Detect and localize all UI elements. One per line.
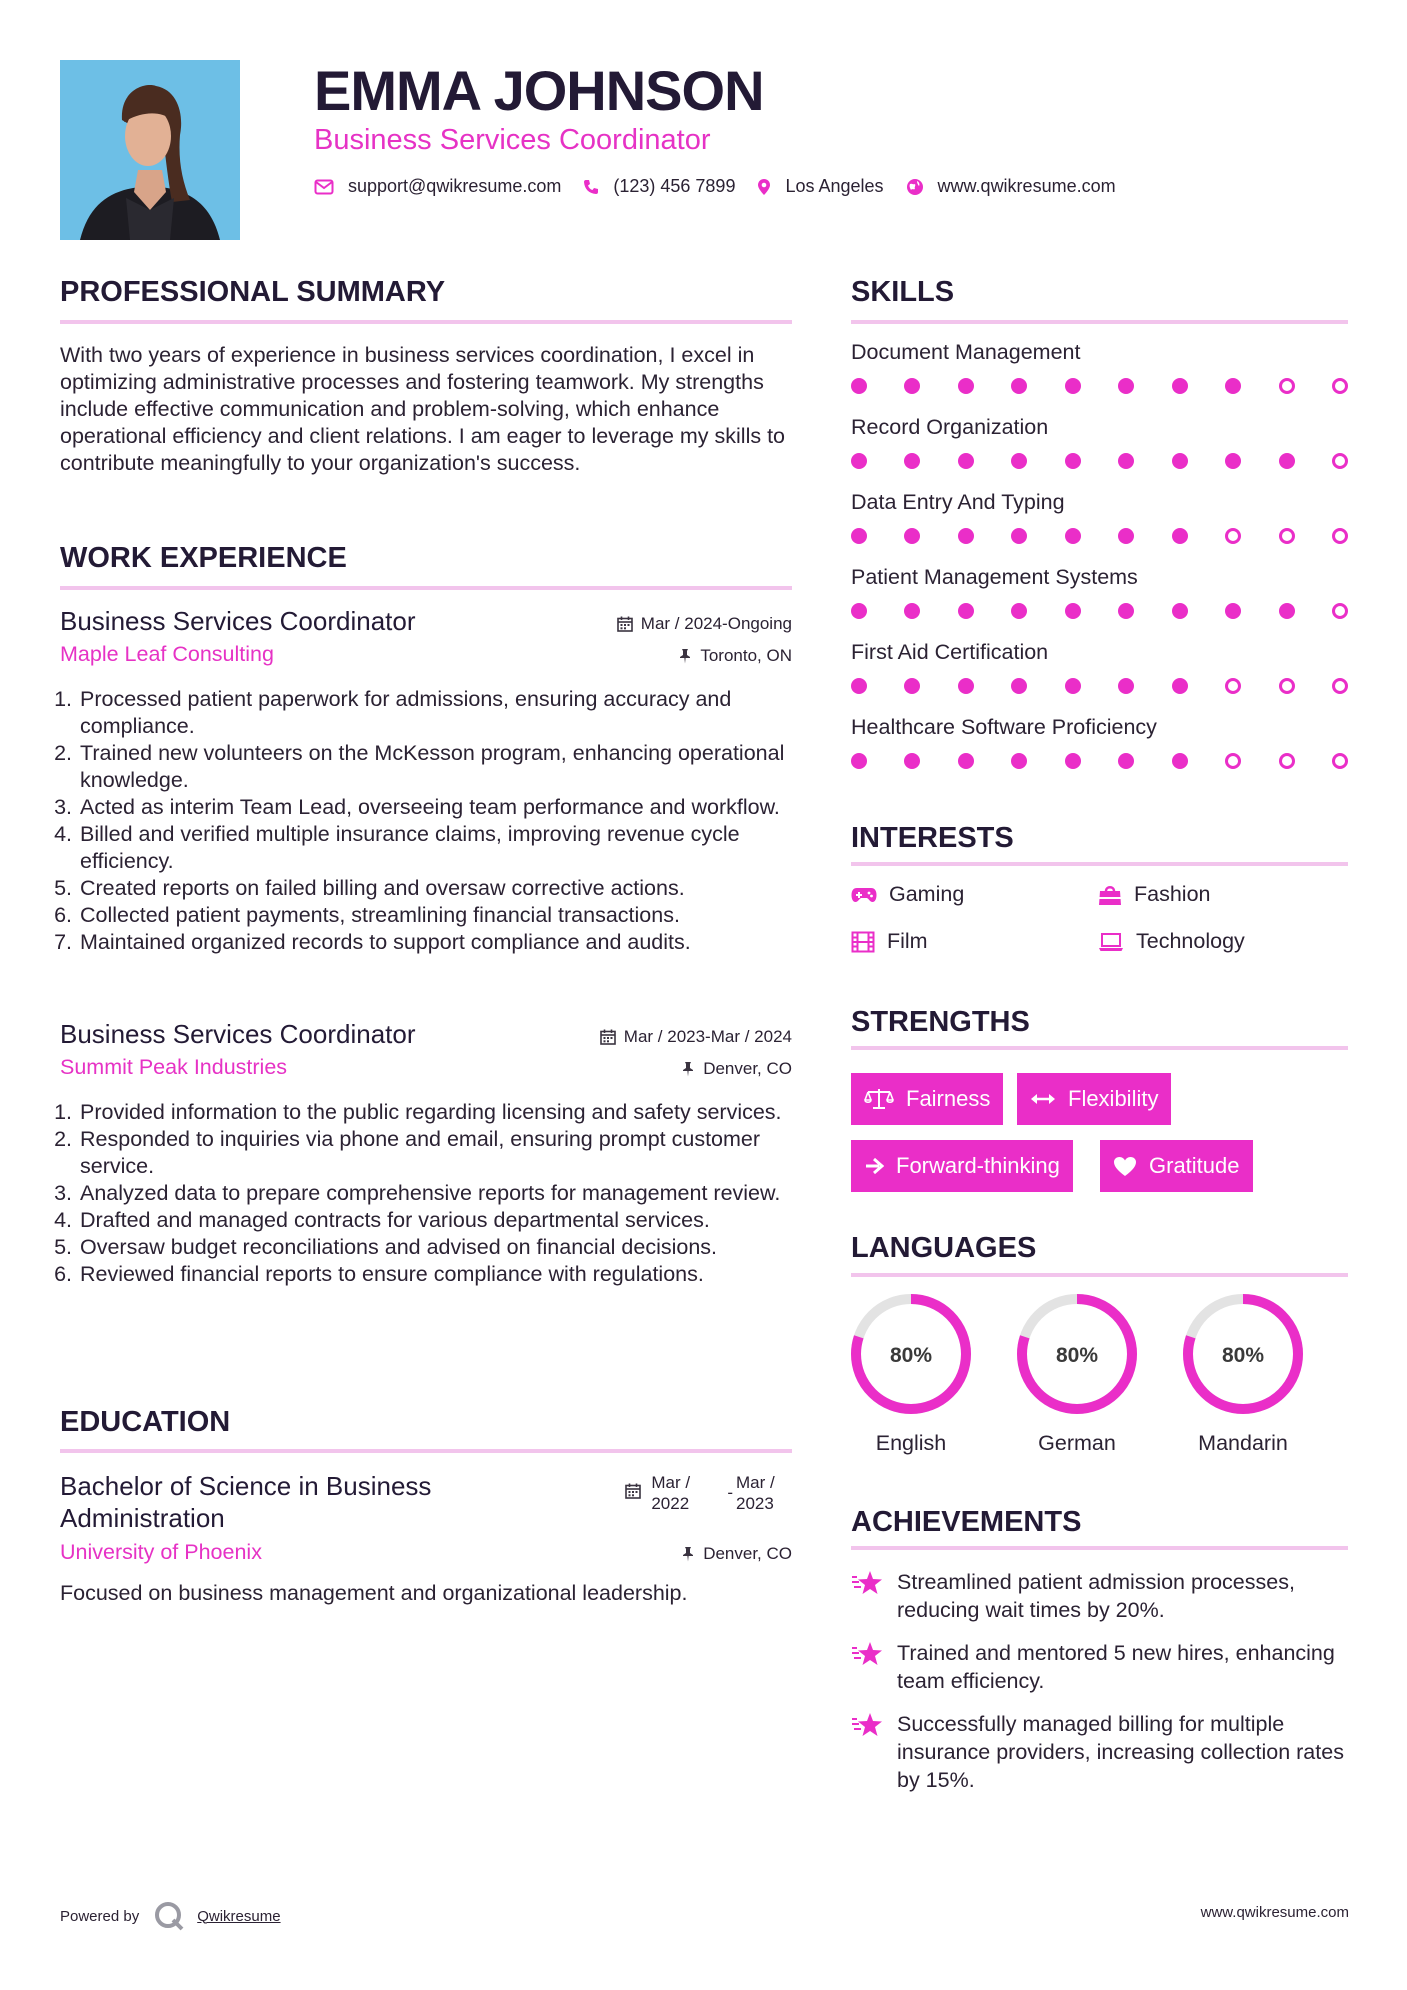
rating-dot-filled bbox=[1118, 678, 1134, 694]
rating-dot-filled bbox=[1225, 378, 1241, 394]
rating-dot-filled bbox=[958, 528, 974, 544]
education-divider bbox=[60, 1449, 792, 1453]
map-pin-icon bbox=[757, 178, 771, 196]
powered-by-text: Powered by bbox=[60, 1907, 140, 1925]
list-item: 1. Processed patient paperwork for admissions, ensuring accuracy and compliance. bbox=[78, 686, 792, 740]
list-item: 5. Created reports on failed billing and oversaw corrective actions. bbox=[78, 875, 792, 902]
job-entry-1 bbox=[60, 606, 792, 956]
skill-item bbox=[851, 640, 1348, 715]
skill-name: Healthcare Software Proficiency bbox=[851, 715, 1157, 739]
strength-label: Fairness bbox=[906, 1086, 991, 1111]
skill-rating bbox=[851, 603, 1348, 619]
contact-email[interactable] bbox=[314, 176, 561, 197]
skill-name: Patient Management Systems bbox=[851, 565, 1138, 589]
achievement-text: Successfully managed billing for multiple insurance providers, increasing collection rates by 15%. bbox=[897, 1712, 1344, 1792]
list-item: 3. Acted as interim Team Lead, overseeing team performance and workflow. bbox=[78, 794, 792, 821]
interest-film bbox=[851, 929, 928, 954]
calendar-icon bbox=[600, 1029, 616, 1045]
profile-photo bbox=[60, 60, 240, 240]
interest-label: Technology bbox=[1136, 929, 1245, 953]
rating-dot-empty bbox=[1225, 753, 1241, 769]
phone-icon bbox=[583, 179, 599, 195]
languages-heading: LANGUAGES bbox=[851, 1232, 1037, 1264]
interest-gaming bbox=[851, 882, 964, 907]
skill-item bbox=[851, 340, 1348, 415]
job-title: Business Services Coordinator bbox=[60, 1019, 416, 1049]
job-dates bbox=[617, 614, 792, 634]
list-item: 4. Billed and verified multiple insurance claims, improving revenue cycle efficiency. bbox=[78, 821, 792, 875]
interests-heading: INTERESTS bbox=[851, 822, 1014, 854]
education-location bbox=[681, 1544, 792, 1564]
education-date-separator: - bbox=[727, 1483, 733, 1502]
qwikresume-logo-icon bbox=[153, 1900, 185, 1932]
heart-icon bbox=[1113, 1156, 1137, 1177]
rating-dot-empty bbox=[1332, 453, 1348, 469]
rating-dot-filled bbox=[1118, 753, 1134, 769]
laptop-icon bbox=[1098, 932, 1124, 952]
pushpin-icon bbox=[681, 1546, 695, 1562]
skill-name: Data Entry And Typing bbox=[851, 490, 1065, 514]
job-responsibilities bbox=[60, 686, 792, 956]
summary-divider bbox=[60, 320, 792, 324]
rating-dot-filled bbox=[1172, 603, 1188, 619]
rating-dot-filled bbox=[1118, 528, 1134, 544]
language-progress-ring bbox=[1181, 1292, 1305, 1416]
education-dates bbox=[625, 1472, 792, 1514]
interest-label: Fashion bbox=[1134, 882, 1211, 906]
rating-dot-filled bbox=[904, 528, 920, 544]
brand-link[interactable]: Qwikresume bbox=[197, 1907, 281, 1925]
rating-dot-filled bbox=[958, 753, 974, 769]
rating-dot-filled bbox=[851, 678, 867, 694]
shopping-bag-icon bbox=[1098, 884, 1122, 906]
job-entry-2 bbox=[60, 1019, 792, 1288]
rating-dot-filled bbox=[904, 453, 920, 469]
rating-dot-filled bbox=[851, 453, 867, 469]
percent-label: 80% bbox=[1055, 1344, 1099, 1367]
education-heading: EDUCATION bbox=[60, 1406, 231, 1438]
language-progress-ring bbox=[1015, 1292, 1139, 1416]
rating-dot-empty bbox=[1225, 678, 1241, 694]
footer-branding bbox=[60, 1900, 281, 1932]
rating-dot-empty bbox=[1279, 753, 1295, 769]
rating-dot-filled bbox=[958, 678, 974, 694]
gamepad-icon bbox=[851, 887, 877, 903]
language-progress-ring bbox=[849, 1292, 973, 1416]
education-location-text: Denver, CO bbox=[703, 1544, 792, 1563]
location-text: Los Angeles bbox=[785, 176, 884, 196]
language-name: Mandarin bbox=[1198, 1431, 1288, 1455]
strength-chip-fairness bbox=[851, 1073, 1003, 1125]
achievement-text: Trained and mentored 5 new hires, enhancing team efficiency. bbox=[897, 1641, 1335, 1693]
job-dates-text: Mar / 2023-Mar / 2024 bbox=[623, 1027, 792, 1046]
list-item: 2. Trained new volunteers on the McKesson program, enhancing operational knowledge. bbox=[78, 740, 792, 794]
percent-label: 80% bbox=[1221, 1344, 1265, 1367]
strength-chip-gratitude bbox=[1100, 1140, 1253, 1192]
education-start: Mar / 2022 bbox=[651, 1473, 691, 1513]
percent-label: 80% bbox=[889, 1344, 933, 1367]
job-location-text: Toronto, ON bbox=[700, 646, 792, 665]
skill-name: Record Organization bbox=[851, 415, 1049, 439]
skill-name: Document Management bbox=[851, 340, 1081, 364]
achievement-text: Streamlined patient admission processes, reducing wait times by 20%. bbox=[897, 1570, 1295, 1622]
rating-dot-filled bbox=[1011, 603, 1027, 619]
rating-dot-filled bbox=[1172, 453, 1188, 469]
contact-location bbox=[757, 176, 883, 197]
strengths-divider bbox=[851, 1046, 1348, 1050]
candidate-title: Business Services Coordinator bbox=[314, 124, 711, 156]
skill-item bbox=[851, 565, 1348, 640]
language-name: English bbox=[875, 1431, 947, 1455]
rating-dot-empty bbox=[1332, 753, 1348, 769]
skills-divider bbox=[851, 320, 1348, 324]
list-item: 2. Responded to inquiries via phone and email, ensuring prompt customer service. bbox=[78, 1126, 792, 1180]
company-name: Maple Leaf Consulting bbox=[60, 642, 274, 666]
rating-dot-empty bbox=[1225, 528, 1241, 544]
rating-dot-empty bbox=[1332, 378, 1348, 394]
rating-dot-filled bbox=[1011, 753, 1027, 769]
education-end: Mar / 2023 bbox=[736, 1473, 775, 1513]
interest-label: Gaming bbox=[889, 882, 965, 906]
rating-dot-filled bbox=[1011, 678, 1027, 694]
email-text: support@qwikresume.com bbox=[348, 176, 562, 196]
rating-dot-empty bbox=[1332, 528, 1348, 544]
website-text: www.qwikresume.com bbox=[937, 176, 1116, 196]
interests-divider bbox=[851, 862, 1348, 866]
job-location bbox=[681, 1059, 792, 1079]
strength-label: Forward-thinking bbox=[896, 1153, 1060, 1178]
rating-dot-filled bbox=[1065, 528, 1081, 544]
achievements-divider bbox=[851, 1546, 1348, 1550]
contact-phone[interactable] bbox=[583, 176, 735, 197]
education-description: Focused on business management and organizational leadership. bbox=[60, 1581, 688, 1605]
experience-divider bbox=[60, 586, 792, 590]
star-icon bbox=[851, 1712, 883, 1738]
skill-name: First Aid Certification bbox=[851, 640, 1049, 664]
achievement-item bbox=[851, 1710, 1348, 1794]
job-dates bbox=[600, 1027, 792, 1047]
rating-dot-filled bbox=[958, 378, 974, 394]
language-german bbox=[1015, 1292, 1139, 1456]
list-item: 6. Collected patient payments, streamlining financial transactions. bbox=[78, 902, 792, 929]
list-item: 7. Maintained organized records to support compliance and audits. bbox=[78, 929, 792, 956]
education-entry bbox=[60, 1470, 792, 1607]
footer-url[interactable]: www.qwikresume.com bbox=[1200, 1904, 1349, 1921]
interest-fashion bbox=[1098, 882, 1211, 907]
star-icon bbox=[851, 1570, 883, 1596]
pushpin-icon bbox=[681, 1061, 695, 1077]
rating-dot-filled bbox=[1172, 678, 1188, 694]
rating-dot-filled bbox=[851, 528, 867, 544]
rating-dot-filled bbox=[1065, 678, 1081, 694]
rating-dot-filled bbox=[1279, 603, 1295, 619]
globe-icon bbox=[906, 178, 924, 196]
rating-dot-filled bbox=[1225, 453, 1241, 469]
rating-dot-filled bbox=[958, 453, 974, 469]
scale-icon bbox=[864, 1088, 894, 1110]
envelope-icon bbox=[314, 179, 334, 195]
arrow-right-icon bbox=[864, 1157, 884, 1175]
achievement-item bbox=[851, 1639, 1348, 1695]
phone-text: (123) 456 7899 bbox=[613, 176, 736, 196]
experience-heading: WORK EXPERIENCE bbox=[60, 542, 347, 574]
degree-title: Bachelor of Science in Business Administration bbox=[60, 1471, 432, 1533]
job-title: Business Services Coordinator bbox=[60, 606, 416, 636]
skill-rating bbox=[851, 678, 1348, 694]
skill-rating bbox=[851, 753, 1348, 769]
rating-dot-filled bbox=[1225, 603, 1241, 619]
rating-dot-filled bbox=[958, 603, 974, 619]
rating-dot-filled bbox=[904, 603, 920, 619]
contact-website[interactable] bbox=[906, 176, 1116, 197]
strengths-heading: STRENGTHS bbox=[851, 1006, 1030, 1038]
list-item: 5. Oversaw budget reconciliations and advised on financial decisions. bbox=[78, 1234, 792, 1261]
skill-item bbox=[851, 415, 1348, 490]
pushpin-icon bbox=[678, 648, 692, 664]
rating-dot-filled bbox=[1065, 603, 1081, 619]
rating-dot-empty bbox=[1332, 678, 1348, 694]
rating-dot-filled bbox=[904, 753, 920, 769]
rating-dot-filled bbox=[1118, 378, 1134, 394]
rating-dot-filled bbox=[1011, 528, 1027, 544]
candidate-name: EMMA JOHNSON bbox=[314, 59, 764, 122]
rating-dot-empty bbox=[1279, 678, 1295, 694]
rating-dot-filled bbox=[904, 678, 920, 694]
skills-list bbox=[851, 340, 1348, 790]
calendar-icon bbox=[617, 616, 633, 632]
list-item: 6. Reviewed financial reports to ensure compliance with regulations. bbox=[78, 1261, 792, 1288]
rating-dot-filled bbox=[1172, 378, 1188, 394]
school-name: University of Phoenix bbox=[60, 1540, 262, 1564]
list-item: 3. Analyzed data to prepare comprehensive reports for management review. bbox=[78, 1180, 792, 1207]
achievement-item bbox=[851, 1568, 1348, 1624]
rating-dot-filled bbox=[1118, 453, 1134, 469]
summary-heading: PROFESSIONAL SUMMARY bbox=[60, 276, 446, 308]
list-item: 1. Provided information to the public regarding licensing and safety services. bbox=[78, 1099, 792, 1126]
rating-dot-filled bbox=[851, 753, 867, 769]
rating-dot-filled bbox=[1172, 753, 1188, 769]
skill-item bbox=[851, 490, 1348, 565]
job-location-text: Denver, CO bbox=[703, 1059, 792, 1078]
film-icon bbox=[851, 931, 875, 953]
skills-heading: SKILLS bbox=[851, 276, 955, 308]
job-dates-text: Mar / 2024-Ongoing bbox=[640, 614, 792, 633]
skill-rating bbox=[851, 453, 1348, 469]
summary-text: With two years of experience in business services coordination, I excel in optimizing administrative processes and fostering teamwork. My strengths include effective communication and problem-solving, which enhance operational efficiency and client relations. I am eager to leverage my skills to contribute meaningfully to your organization's success. bbox=[60, 343, 786, 475]
rating-dot-filled bbox=[851, 378, 867, 394]
rating-dot-filled bbox=[1172, 528, 1188, 544]
language-name: German bbox=[1038, 1431, 1116, 1455]
rating-dot-filled bbox=[904, 378, 920, 394]
interest-label: Film bbox=[887, 929, 928, 953]
rating-dot-filled bbox=[851, 603, 867, 619]
strength-label: Flexibility bbox=[1068, 1086, 1159, 1111]
rating-dot-filled bbox=[1065, 453, 1081, 469]
strength-chip-forward-thinking bbox=[851, 1140, 1073, 1192]
job-responsibilities bbox=[60, 1099, 792, 1288]
skill-item bbox=[851, 715, 1348, 790]
rating-dot-filled bbox=[1011, 378, 1027, 394]
rating-dot-filled bbox=[1011, 453, 1027, 469]
rating-dot-empty bbox=[1279, 378, 1295, 394]
skill-rating bbox=[851, 378, 1348, 394]
language-english bbox=[849, 1292, 973, 1456]
language-mandarin bbox=[1181, 1292, 1305, 1456]
star-icon bbox=[851, 1641, 883, 1667]
contact-bar bbox=[314, 176, 1138, 197]
list-item: 4. Drafted and managed contracts for various departmental services. bbox=[78, 1207, 792, 1234]
strength-chip-flexibility bbox=[1017, 1073, 1171, 1125]
strength-label: Gratitude bbox=[1149, 1153, 1240, 1178]
rating-dot-filled bbox=[1118, 603, 1134, 619]
company-name: Summit Peak Industries bbox=[60, 1055, 288, 1079]
calendar-icon bbox=[625, 1483, 641, 1499]
rating-dot-filled bbox=[1065, 753, 1081, 769]
rating-dot-empty bbox=[1279, 528, 1295, 544]
job-location bbox=[678, 646, 792, 666]
skill-rating bbox=[851, 528, 1348, 544]
rating-dot-empty bbox=[1332, 603, 1348, 619]
interest-technology bbox=[1098, 929, 1245, 954]
rating-dot-filled bbox=[1279, 453, 1295, 469]
achievements-heading: ACHIEVEMENTS bbox=[851, 1506, 1082, 1538]
arrows-horizontal-icon bbox=[1030, 1092, 1056, 1106]
rating-dot-filled bbox=[1065, 378, 1081, 394]
languages-divider bbox=[851, 1273, 1348, 1277]
